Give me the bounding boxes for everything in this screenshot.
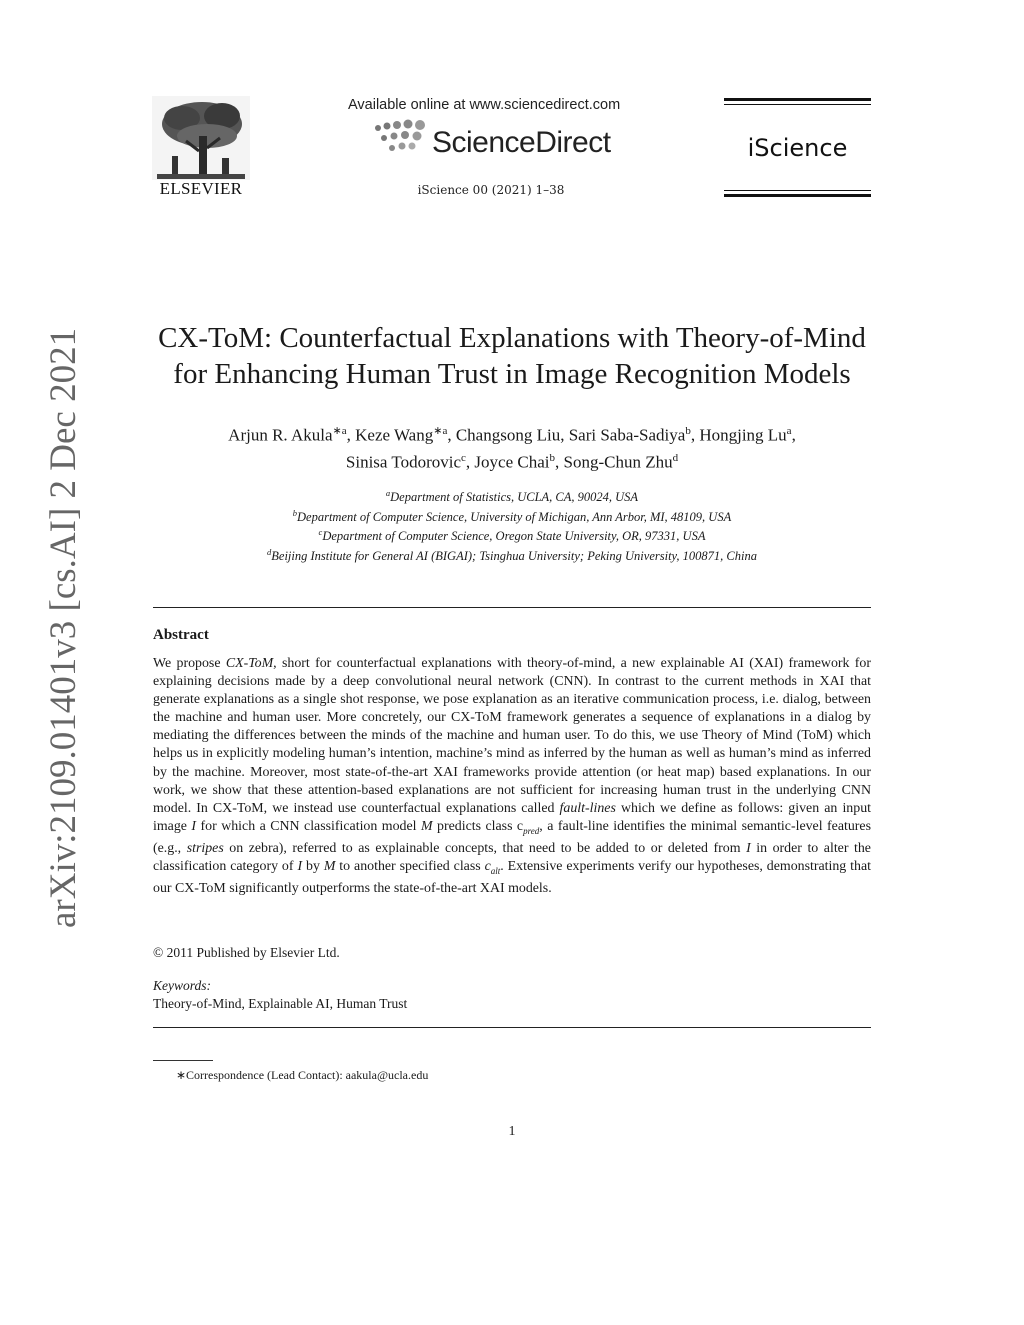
abstract-text: predicts class c — [432, 818, 524, 834]
abstract-emphasis: stripes — [186, 840, 224, 856]
affiliation-mark: d — [267, 546, 272, 557]
affiliation-text: Department of Computer Science, Oregon State University, OR, 97331, USA — [322, 529, 706, 544]
arxiv-side-stamp: arXiv:2109.01401v3 [cs.AI] 2 Dec 2021 — [43, 327, 84, 928]
abstract-bottom-rule — [153, 1027, 871, 1028]
affiliation-mark: c — [318, 527, 323, 538]
title-line-1: CX-ToM: Counterfactual Explanations with Theory-of-Mind — [158, 322, 866, 354]
author-mark: b — [685, 425, 691, 437]
author-name: Song-Chun Zhu — [563, 452, 673, 472]
sciencedirect-wordmark: ScienceDirect — [432, 126, 611, 159]
affiliation-text: Beijing Institute for General AI (BIGAI); Tsinghua University; Peking University, 100871, China — [271, 549, 757, 564]
abstract-emphasis: I — [297, 858, 303, 874]
available-online-text[interactable]: Available online at www.sciencedirect.com — [348, 97, 621, 113]
abstract-top-rule — [153, 607, 871, 608]
abstract-emphasis: M — [420, 818, 433, 834]
footnote-rule — [153, 1060, 213, 1061]
abstract-emphasis: I — [746, 840, 751, 856]
abstract-text: We propose — [153, 656, 226, 671]
author-name: Sinisa Todorovic — [345, 452, 462, 472]
affiliation-mark: b — [292, 507, 298, 518]
author-mark: ∗a — [332, 425, 347, 437]
brand-rule-bottom-thick — [724, 194, 871, 197]
abstract-heading: Abstract — [153, 627, 209, 643]
abstract-emphasis: CX-ToM — [225, 656, 274, 671]
abstract-text: on zebra), referred to as explainable concepts, that need to be added to or deleted from — [223, 840, 747, 856]
title-line-2: for Enhancing Human Trust in Image Recognition Models — [173, 358, 851, 390]
correspondence-footnote: ∗Correspondence (Lead Contact): aakula@ucla.edu — [176, 1068, 429, 1082]
author-line-1: Arjun R. Akula$^{∗a}$, Keze Wang$^{∗a}$, Changsong Liu, Sari Saba-Sadiya$^b$, Hongjing Lu$^a$, — [228, 425, 796, 445]
author-list — [112, 420, 912, 473]
author-mark: a — [786, 425, 792, 437]
abstract-emphasis: I — [191, 818, 197, 834]
abstract-body — [153, 655, 871, 898]
affiliation-a — [112, 486, 912, 506]
abstract-emphasis: M — [323, 858, 336, 874]
author-name: Changsong Liu — [455, 425, 561, 445]
abstract-text: which we define as follows: given an input image — [153, 800, 871, 834]
abstract-text: , short for counterfactual explanations with theory-of-mind, a new explainable AI (XAI) framework for explaining decisions made by a deep convolutional neural network (CNN). In contrast to the current methods in XAI that generate explanations as a single shot response, we pose explanation as an iterative communication process, i.e. dialog, between the machine and human user. More concretely, our CX-ToM framework generates a sequence of explanations in a dialog by mediating the differences between the minds of the machine and human user. To do this, we use Theory of Mind (ToM) which helps us in explicitly modeling human’s intention, machine’s mind as inferred by the human as well as human’s mind as inferred by the machine. Moreover, most state-of-the-art XAI frameworks provide attention (or heat map) based explanations. In our work, we show that these attention-based explanations are not sufficient for increasing human trust in the underlying CNN model. In CX-ToM, we instead use counterfactual explanations called — [153, 656, 871, 816]
affiliation-c — [112, 525, 912, 545]
paper-title — [112, 320, 912, 392]
brand-rule-bottom-thin — [724, 190, 871, 191]
journal-citation: iScience 00 (2021) 1–38 — [417, 183, 565, 197]
affiliation-list — [112, 486, 912, 565]
brand-rule-top-thin — [724, 104, 871, 105]
author-mark: c — [461, 451, 466, 464]
author-mark: ∗a — [433, 425, 448, 437]
keywords-label: Keywords: — [153, 978, 211, 993]
abstract-emphasis: fault-lines — [559, 800, 616, 816]
publisher-name: ELSEVIER — [159, 179, 243, 198]
abstract-text: . Extensive experiments verify our hypotheses, demonstrating that our CX-ToM significantly outperforms the state-of-the-art XAI models. — [153, 858, 872, 896]
affiliation-mark: a — [385, 488, 391, 498]
page-number: 1 — [508, 1124, 516, 1139]
copyright-notice: © 2011 Published by Elsevier Ltd. — [153, 945, 340, 960]
abstract-emphasis: c — [484, 858, 491, 874]
abstract-subscript: alt — [490, 865, 501, 876]
abstract-subscript: pred — [523, 825, 540, 836]
author-mark: b — [549, 451, 555, 464]
author-mark: d — [672, 451, 679, 464]
abstract-text: in order to alter the classification category of — [153, 840, 871, 874]
keywords-list: Theory-of-Mind, Explainable AI, Human Trust — [153, 996, 408, 1011]
author-line-2: Sinisa Todorovic$^c$, Joyce Chai$^b$, Song-Chun Zhu$^d$ — [345, 451, 679, 472]
author-name: Joyce Chai — [474, 452, 550, 472]
author-name: Sari Saba-Sadiya — [568, 425, 686, 445]
affiliation-text: Department of Statistics, UCLA, CA, 90024, USA — [390, 490, 639, 505]
author-name: Hongjing Lu — [699, 425, 787, 445]
affiliation-d — [112, 545, 912, 565]
affiliation-b — [112, 506, 912, 526]
abstract-text: by — [302, 858, 324, 874]
abstract-text: to another specified class — [335, 858, 485, 874]
abstract-text: for which a CNN classification model — [196, 818, 421, 834]
journal-brand: iScience — [747, 134, 848, 162]
sciencedirect-dots-icon — [372, 118, 432, 158]
affiliation-text: Department of Computer Science, University of Michigan, Ann Arbor, MI, 48109, USA — [297, 509, 732, 524]
brand-rule-top-thick — [724, 98, 871, 101]
abstract-text: , a fault-line identifies the minimal semantic-level features (e.g., — [153, 818, 872, 856]
author-name: Keze Wang — [355, 425, 434, 445]
author-name: Arjun R. Akula — [228, 425, 333, 445]
